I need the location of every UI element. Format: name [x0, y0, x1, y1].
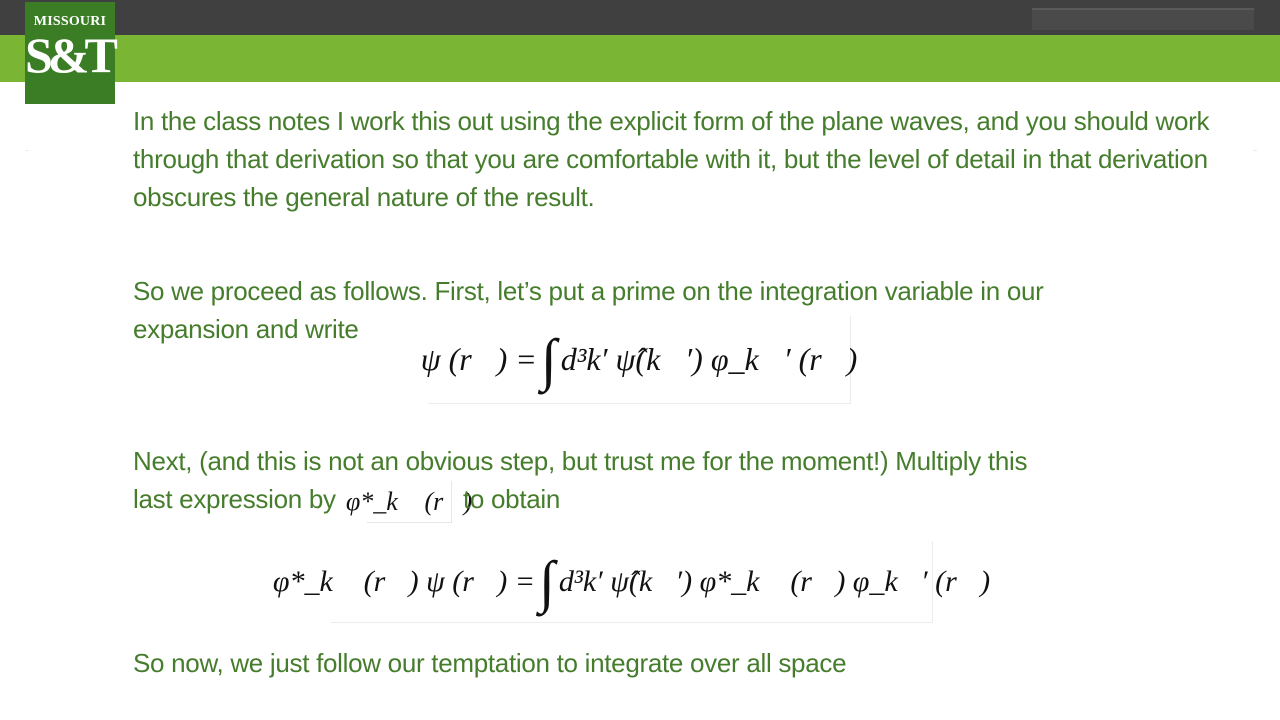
eq3-rhs: d³k′ ψ̂(k⃗′) φ*_k⃗ (r⃗) φ_k⃗′ (r⃗) — [558, 564, 991, 598]
university-logo — [25, 2, 115, 104]
logo-main-text: S&T — [25, 27, 113, 83]
eq1-rhs: d³k′ ψ̂(k⃗′) φ_k⃗′ (r⃗) — [560, 341, 858, 377]
paragraph-4: So now, we just follow our temptation to integrate over all space — [133, 648, 847, 678]
equation-multiplied-expansion — [272, 541, 991, 623]
top-bar — [0, 0, 1280, 35]
paragraph-2-line-2: expansion and write — [133, 314, 359, 344]
paragraph-2-line-1: So we proceed as follows. First, let’s put a prime on the integration variable in our — [133, 276, 1044, 306]
integral-sign: ∫ — [540, 327, 557, 392]
integral-sign: ∫ — [538, 549, 555, 614]
logo-top-text: MISSOURI — [33, 14, 107, 29]
divider-right — [1253, 150, 1257, 151]
equation-wavefunction-expansion — [420, 316, 858, 404]
paragraph-1: In the class notes I work this out using the explicit form of the plane waves, and you should work through that derivation so that you are comfortable with it, but the level of detail in that derivation obscures the general nature of the result. — [133, 106, 1210, 212]
equation-inline-conjugate-plane-wave: φ*_k⃗ (r⃗) — [367, 481, 452, 523]
eq3-lhs: φ*_k⃗ (r⃗) ψ (r⃗) = — [272, 564, 535, 598]
header-green-bar — [0, 35, 1280, 82]
eq1-lhs: ψ (r⃗) = — [420, 341, 537, 377]
divider-left — [25, 150, 29, 151]
paragraph-3-line-1: Next, (and this is not an obvious step, but trust me for the moment!) Multiply this — [133, 446, 1028, 476]
top-bar-accent — [1032, 8, 1254, 30]
paragraph-3-line-2a: last expression by — [133, 484, 336, 514]
paragraph-3-line-2b: to obtain — [463, 484, 561, 514]
